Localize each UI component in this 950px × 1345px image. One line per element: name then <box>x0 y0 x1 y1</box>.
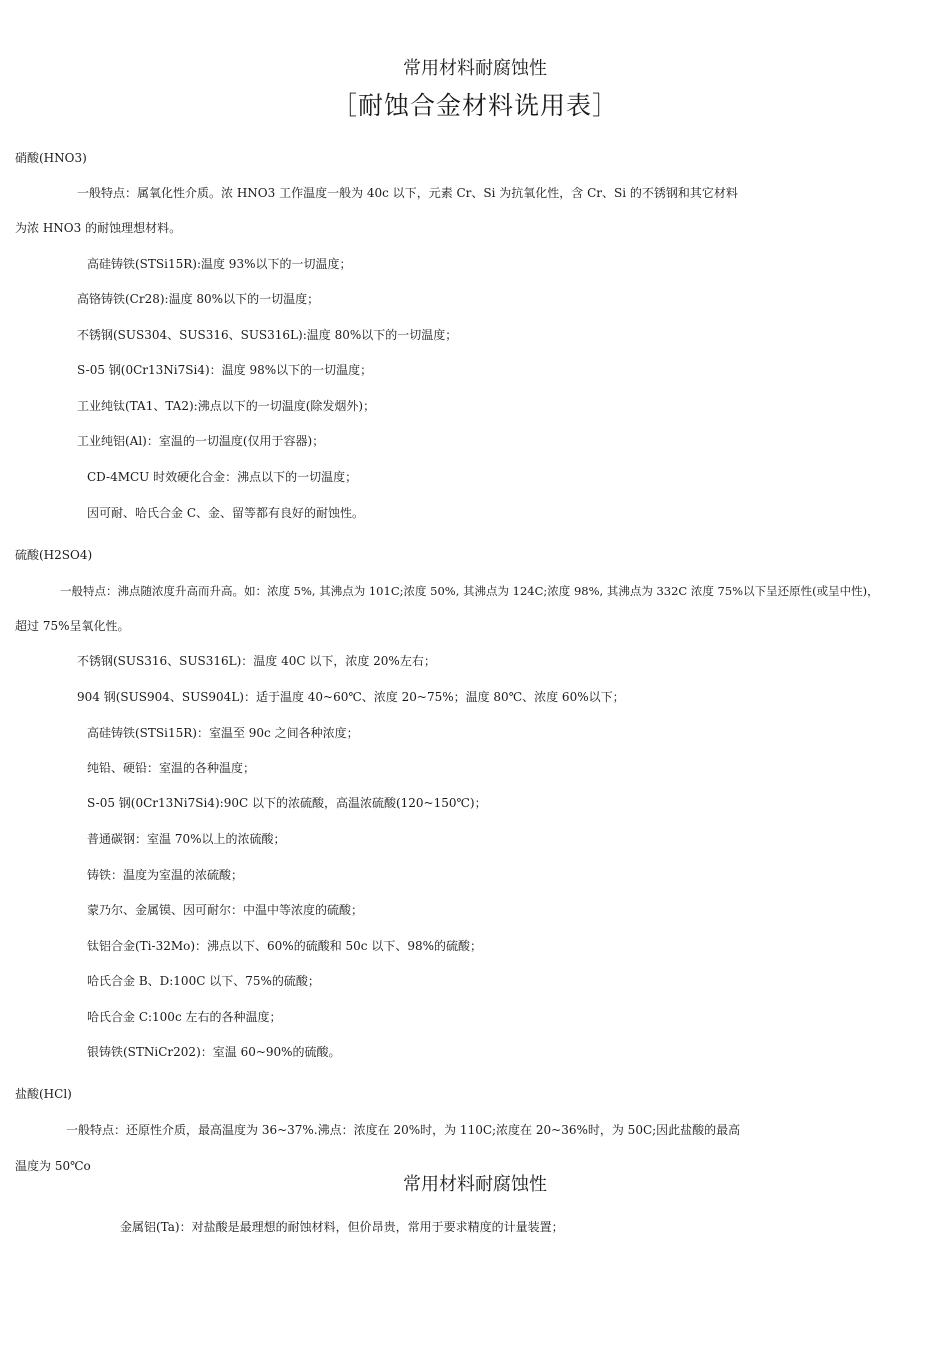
hno3-item: 高铬铸铁(Cr28):温度 80%以下的一切温度； <box>77 292 320 306</box>
page-title: 常用材料耐腐蚀性 <box>403 58 547 79</box>
h2so4-item: 铸铁：温度为室温的浓硫酸； <box>87 868 244 882</box>
hno3-general-line1: 一般特点：属氧化性介质。浓 HNO3 工作温度一般为 40c 以下，元素 Cr、Si 为抗氧化性，含 Cr、Si 的不锈钢和其它材料 <box>77 186 738 200</box>
h2so4-item: 不锈钢(SUS316、SUS316L)：温度 40C 以下，浓度 20%左右； <box>77 654 436 668</box>
hno3-item: 工业纯钛(TA1、TA2):沸点以下的一切温度(除发烟外)； <box>77 399 376 413</box>
h2so4-item: 蒙乃尔、金属镆、因可耐尔：中温中等浓度的硫酸； <box>87 903 364 917</box>
repeated-page-title: 常用材料耐腐蚀性 <box>403 1174 547 1195</box>
h2so4-item: S-05 钢(0Cr13Ni7Si4):90C 以下的浓硫酸，高温浓硫酸(120~150℃)； <box>87 796 487 810</box>
hno3-item: 因可耐、哈氏合金 C、金、留等都有良好的耐蚀性。 <box>87 506 364 520</box>
page-subtitle: ［耐蚀合金材料诜用表］ <box>331 91 618 120</box>
h2so4-item: 哈氏合金 C:100c 左右的各种温度； <box>87 1010 282 1024</box>
h2so4-item: 纯铅、硬铅：室温的各种温度； <box>87 761 256 775</box>
h2so4-item: 普通碳钢：室温 70%以上的浓硫酸； <box>87 832 286 846</box>
hno3-item: CD-4MCU 时效硬化合金：沸点以下的一切温度； <box>87 470 358 484</box>
section-heading-hcl: 盐酸(HCl) <box>15 1087 72 1101</box>
h2so4-item: 高硅铸铁(STSi15R)：室温至 90c 之间各种浓度； <box>87 726 359 740</box>
h2so4-item: 银铸铁(STNiCr202)：室温 60~90%的硫酸。 <box>87 1045 341 1059</box>
hcl-item: 金属铝(Ta)：对盐酸是最理想的耐蚀材料，但价昂贵，常用于要求精度的计量装置； <box>120 1220 564 1234</box>
h2so4-item: 钛铝合金(Ti-32Mo)：沸点以下、60%的硫酸和 50c 以下、98%的硫酸； <box>87 939 483 953</box>
hno3-item: 工业纯铝(Al)：室温的一切温度(仅用于容器)； <box>77 434 325 448</box>
h2so4-item: 哈氏合金 B、D:100C 以下、75%的硫酸； <box>87 974 320 988</box>
h2so4-item: 904 钢(SUS904、SUS904L)：适于温度 40~60℃、浓度 20~75%；温度 80℃、浓度 60%以下； <box>77 690 625 704</box>
hno3-general-line2: 为浓 HNO3 的耐蚀理想材料。 <box>15 221 182 235</box>
hcl-general-line2: 温度为 50℃o <box>15 1159 91 1173</box>
h2so4-general-line1: 一般特点：沸点随浓度升高而升高。如：浓度 5%, 其沸点为 101C;浓度 50%, 其沸点为 124C;浓度 98%, 其沸点为 332C 浓度 75%以下呈还原性(或呈中性)， <box>60 584 879 598</box>
hno3-item: 高硅铸铁(STSi15R):温度 93%以下的一切温度； <box>87 257 352 271</box>
h2so4-general-line2: 超过 75%呈氧化性。 <box>15 619 130 633</box>
section-heading-h2so4: 硫酸(H2SO4) <box>15 548 93 562</box>
section-heading-hno3: 硝酸(HNO3) <box>15 151 87 165</box>
hcl-general-line1: 一般特点：还原性介质，最高温度为 36~37%.沸点：浓度在 20%时，为 110C;浓度在 20~36%时，为 50C;因此盐酸的最高 <box>66 1123 741 1137</box>
hno3-item: 不锈钢(SUS304、SUS316、SUS316L):温度 80%以下的一切温度； <box>77 328 458 342</box>
hno3-item: S-05 钢(0Cr13Ni7Si4)：温度 98%以下的一切温度； <box>77 363 373 377</box>
